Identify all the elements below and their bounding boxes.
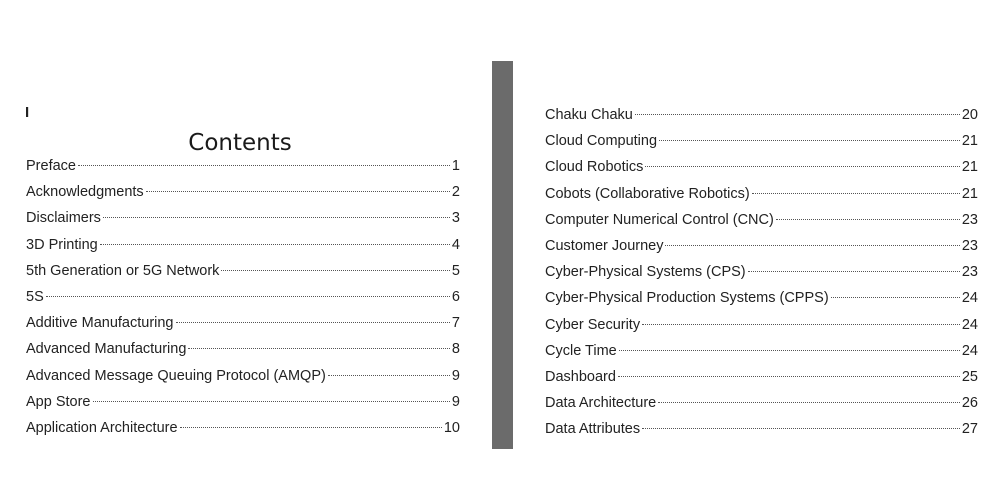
dot-leader (103, 217, 450, 218)
dot-leader (221, 270, 449, 271)
toc-entry (26, 289, 460, 315)
toc-entry-page: 21 (961, 133, 978, 150)
toc-entry-page: 3 (451, 210, 460, 227)
toc-entry-title: Data Attributes (545, 421, 641, 438)
dot-leader (176, 322, 450, 323)
toc-entry-page: 21 (961, 159, 978, 176)
toc-entry-title: Cyber-Physical Production Systems (CPPS) (545, 290, 829, 307)
toc-entry (545, 369, 978, 395)
toc-entry (545, 238, 978, 264)
toc-entry-title: 5th Generation or 5G Network (26, 262, 220, 279)
toc-entry (26, 237, 460, 263)
toc-entry-title: Data Architecture (545, 395, 657, 412)
toc-entry (545, 133, 978, 159)
toc-entry-title: App Store (26, 393, 91, 410)
toc-entry-page: 24 (961, 316, 978, 333)
toc-list-right (545, 107, 978, 447)
toc-entry-page: 1 (451, 158, 460, 174)
toc-entry (545, 186, 978, 212)
toc-entry-title: Cloud Robotics (545, 159, 644, 176)
toc-entry-title: Application Architecture (26, 419, 178, 436)
toc-entry (545, 159, 978, 185)
toc-entry-page: 7 (451, 315, 460, 332)
toc-entry-page: 21 (961, 185, 978, 202)
dot-leader (642, 428, 960, 429)
toc-entry-title: Cyber Security (545, 316, 641, 333)
toc-entry-page: 10 (443, 419, 460, 436)
toc-entry (545, 421, 978, 447)
toc-entry (545, 395, 978, 421)
toc-entry-title: Computer Numerical Control (CNC) (545, 211, 774, 228)
dot-leader (188, 348, 450, 349)
toc-entry (545, 317, 978, 343)
dot-leader (619, 350, 960, 351)
dot-leader (635, 114, 960, 115)
toc-entry-title: Cobots (Collaborative Robotics) (545, 185, 750, 202)
toc-entry-page: 5 (451, 262, 460, 279)
toc-entry-title: Advanced Message Queuing Protocol (AMQP) (26, 367, 326, 384)
dot-leader (748, 271, 960, 272)
toc-entry (26, 368, 460, 394)
toc-entry-title: 3D Printing (26, 236, 98, 253)
toc-entry (545, 290, 978, 316)
toc-entry-page: 9 (451, 367, 460, 384)
dot-leader (776, 219, 960, 220)
toc-entry (545, 264, 978, 290)
toc-entry-title: Chaku Chaku (545, 107, 633, 123)
toc-entry-title: Acknowledgments (26, 184, 144, 201)
toc-entry-page: 23 (961, 237, 978, 254)
toc-entry-title: Disclaimers (26, 210, 101, 227)
dot-leader (642, 324, 960, 325)
toc-entry-page: 25 (961, 368, 978, 385)
toc-entry (26, 315, 460, 341)
dot-leader (146, 191, 450, 192)
contents-heading: Contents (188, 130, 292, 156)
toc-entry-page: 8 (451, 341, 460, 358)
toc-entry-page: 27 (961, 421, 978, 438)
toc-entry (26, 184, 460, 210)
toc-entry (26, 263, 460, 289)
toc-entry-page: 20 (961, 107, 978, 123)
page-gutter-bar (492, 61, 513, 449)
toc-entry-page: 24 (961, 290, 978, 307)
dot-leader (658, 402, 960, 403)
toc-entry-title: 5S (26, 288, 44, 305)
dot-leader (659, 140, 960, 141)
dot-leader (645, 166, 960, 167)
toc-entry-page: 4 (451, 236, 460, 253)
toc-entry-page: 24 (961, 342, 978, 359)
toc-entry (545, 343, 978, 369)
toc-entry-page: 9 (451, 393, 460, 410)
toc-entry (26, 210, 460, 236)
toc-entry-page: 6 (451, 288, 460, 305)
toc-entry (26, 158, 460, 184)
dot-leader (78, 165, 450, 166)
toc-entry-page: 2 (451, 184, 460, 201)
toc-entry (545, 212, 978, 238)
toc-entry-title: Cycle Time (545, 342, 617, 359)
dot-leader (618, 376, 960, 377)
page-marker: I (25, 104, 30, 121)
toc-entry-page: 26 (961, 395, 978, 412)
toc-entry-title: Cyber-Physical Systems (CPS) (545, 264, 746, 281)
toc-entry (545, 107, 978, 133)
toc-entry-title: Advanced Manufacturing (26, 341, 187, 358)
toc-entry-page: 23 (961, 264, 978, 281)
toc-entry-page: 23 (961, 211, 978, 228)
dot-leader (328, 375, 450, 376)
dot-leader (93, 401, 450, 402)
toc-entry-title: Additive Manufacturing (26, 315, 174, 332)
toc-entry (26, 394, 460, 420)
toc-entry (26, 341, 460, 367)
dot-leader (46, 296, 450, 297)
toc-entry-title: Customer Journey (545, 237, 664, 254)
toc-entry-title: Dashboard (545, 368, 616, 385)
toc-list-left (26, 158, 460, 446)
toc-entry (26, 420, 460, 446)
dot-leader (180, 427, 442, 428)
toc-entry-title: Preface (26, 158, 76, 174)
dot-leader (752, 193, 960, 194)
dot-leader (831, 297, 960, 298)
dot-leader (100, 244, 450, 245)
toc-entry-title: Cloud Computing (545, 133, 658, 150)
dot-leader (665, 245, 959, 246)
